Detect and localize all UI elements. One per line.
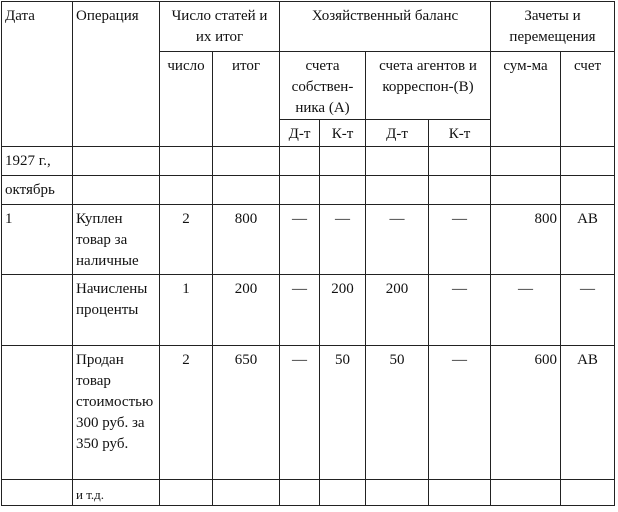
row-total: 650 — [213, 346, 280, 480]
row-account: АВ — [561, 346, 615, 480]
row-b-debit: 200 — [366, 275, 429, 346]
row-count: 2 — [160, 205, 213, 275]
header-entries-total: итог — [213, 52, 280, 147]
period-year: 1927 г., — [2, 147, 73, 176]
header-owner-accounts: счета собствен-ника (А) — [280, 52, 366, 120]
period-row-year — [2, 147, 615, 176]
table-row — [2, 346, 615, 480]
row-count: 2 — [160, 346, 213, 480]
row-a-debit: — — [280, 275, 320, 346]
row-a-debit: — — [280, 205, 320, 275]
row-a-credit: — — [320, 205, 366, 275]
row-count: 1 — [160, 275, 213, 346]
row-a-credit: 50 — [320, 346, 366, 480]
header-a-debit: Д-т — [280, 120, 320, 147]
header-b-credit: К-т — [429, 120, 491, 147]
row-operation: Продан товар стоимостью 300 руб. за 350 руб. — [73, 346, 160, 480]
row-a-debit: — — [280, 346, 320, 480]
header-entries-count: число — [160, 52, 213, 147]
row-date — [2, 275, 73, 346]
row-sum: 800 — [491, 205, 561, 275]
period-row-month — [2, 176, 615, 205]
row-sum: 600 — [491, 346, 561, 480]
period-month: октябрь — [2, 176, 73, 205]
table-row — [2, 275, 615, 346]
header-transfers-group: Зачеты и перемещения — [491, 2, 615, 52]
header-agent-accounts: счета агентов и корреспон-(В) — [366, 52, 491, 120]
header-row-1 — [2, 2, 615, 52]
ledger-table — [1, 1, 615, 506]
row-total: 800 — [213, 205, 280, 275]
header-b-debit: Д-т — [366, 120, 429, 147]
footer-row — [2, 480, 615, 506]
row-b-credit: — — [429, 346, 491, 480]
row-a-credit: 200 — [320, 275, 366, 346]
row-total: 200 — [213, 275, 280, 346]
row-sum: — — [491, 275, 561, 346]
row-b-credit: — — [429, 275, 491, 346]
row-b-debit: 50 — [366, 346, 429, 480]
footer-etc: и т.д. — [73, 480, 160, 506]
row-operation: Начислены проценты — [73, 275, 160, 346]
header-balance-group: Хозяйственный баланс — [280, 2, 491, 52]
header-transfer-account: счет — [561, 52, 615, 147]
header-entries-group: Число статей и их итог — [160, 2, 280, 52]
row-b-credit: — — [429, 205, 491, 275]
row-date — [2, 346, 73, 480]
header-a-credit: К-т — [320, 120, 366, 147]
header-date: Дата — [2, 2, 73, 147]
row-date: 1 — [2, 205, 73, 275]
row-account: АВ — [561, 205, 615, 275]
row-account: — — [561, 275, 615, 346]
header-operation: Операция — [73, 2, 160, 147]
table-row — [2, 205, 615, 275]
row-operation: Куплен товар за наличные — [73, 205, 160, 275]
row-b-debit: — — [366, 205, 429, 275]
header-transfer-sum: сум-ма — [491, 52, 561, 147]
